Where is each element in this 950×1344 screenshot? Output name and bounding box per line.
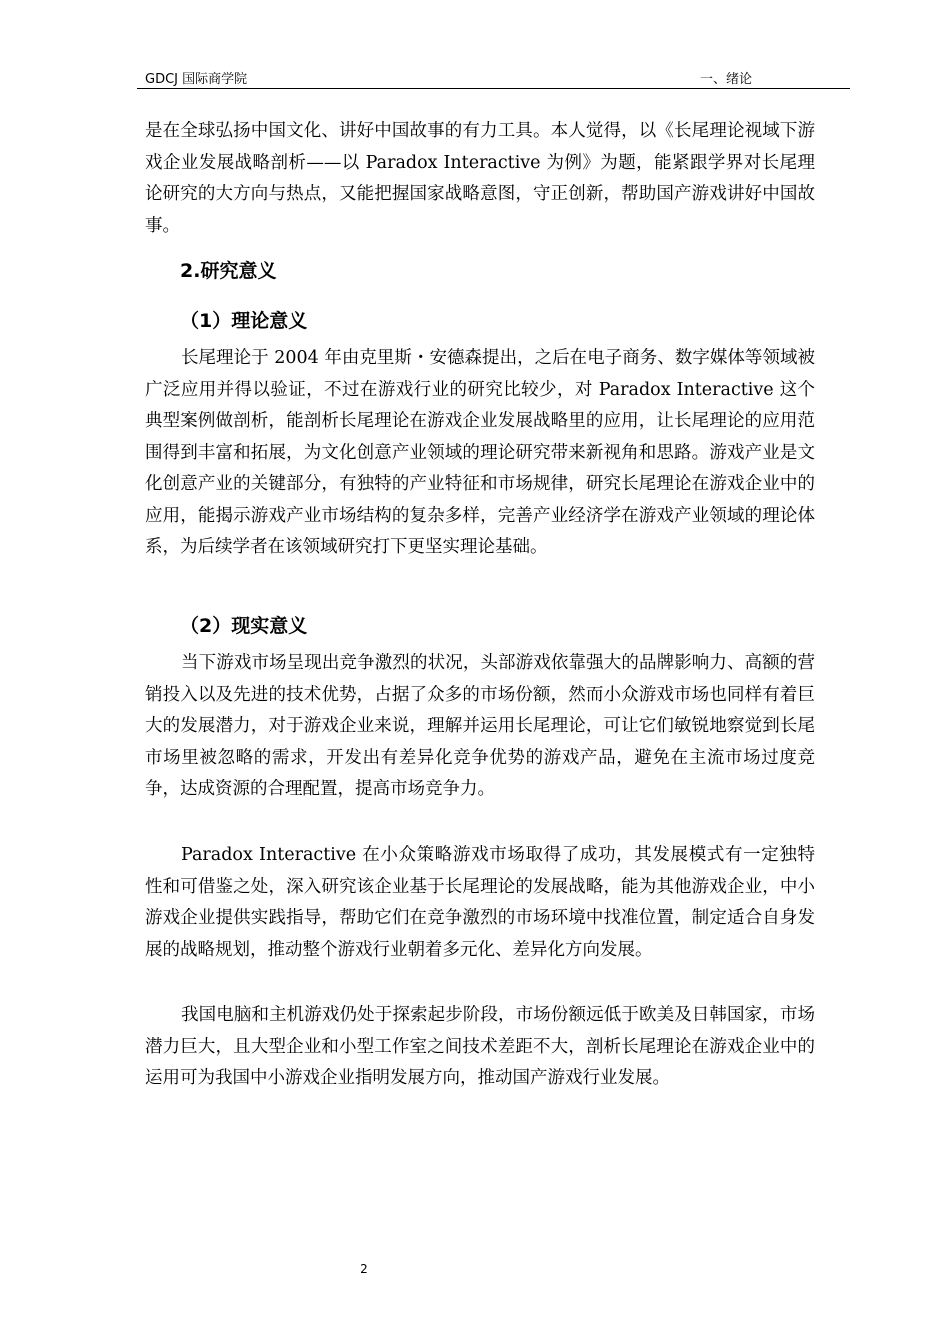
heading-theoretical-significance: （1）理论意义 [180, 310, 308, 332]
heading-research-significance: 2.研究意义 [180, 260, 277, 282]
header-chapter: 一、绪论 [700, 72, 753, 87]
paragraph-practical-1: 当下游戏市场呈现出竞争激烈的状况，头部游戏依靠强大的品牌影响力、高额的营销投入以及先进的技术优势，占据了众多的市场份额，然而小众游戏市场也同样有着巨大的发展潜力，对于游戏企业来说，理解并运用长尾理论，可让它们敏锐地察觉到长尾市场里被忽略的需求，开发出有差异化竞争优势的游戏产品，避免在主流市场过度竞争，达成资源的合理配置，提高市场竞争力。 [145, 653, 815, 799]
paragraph-practical-3: 我国电脑和主机游戏仍处于探索起步阶段，市场份额远低于欧美及日韩国家，市场潜力巨大，且大型企业和小型工作室之间技术差距不大，剖析长尾理论在游戏企业中的运用可为我国中小游戏企业指明发展方向，推动国产游戏行业发展。 [145, 1005, 815, 1088]
page-number: 2 [360, 1262, 368, 1276]
heading-practical-significance: （2）现实意义 [180, 615, 308, 637]
paragraph-theoretical: 长尾理论于 2004 年由克里斯・安德森提出，之后在电子商务、数字媒体等领域被广泛应用并得以验证，不过在游戏行业的研究比较少，对 Paradox Interactive 这个典型案例做剖析，能剖析长尾理论在游戏企业发展战略里的应用，让长尾理论的应用范围得到丰富和拓展，为文化创意产业领域的理论研究带来新视角和思路。游戏产业是文化创意产业的关键部分，有独特的产业特征和市场规律，研究长尾理论在游戏企业中的应用，能揭示游戏产业市场结构的复杂多样，完善产业经济学在游戏产业领域的理论体系，为后续学者在该领域研究打下更坚实理论基础。 [145, 348, 815, 557]
paragraph-practical-2: Paradox Interactive 在小众策略游戏市场取得了成功，其发展模式有一定独特性和可借鉴之处，深入研究该企业基于长尾理论的发展战略，能为其他游戏企业，中小游戏企业提供实践指导，帮助它们在竞争激烈的市场环境中找准位置，制定适合自身发展的战略规划，推动整个游戏行业朝着多元化、差异化方向发展。 [145, 845, 815, 960]
page-header [137, 66, 850, 89]
header-institution: GDCJ 国际商学院 [145, 72, 248, 87]
paragraph-continued: 是在全球弘扬中国文化、讲好中国故事的有力工具。本人觉得，以《长尾理论视域下游戏企业发展战略剖析——以 Paradox Interactive 为例》为题，能紧跟学界对长尾理论研究的大方向与热点，又能把握国家战略意图，守正创新，帮助国产游戏讲好中国故事。 [145, 121, 815, 236]
